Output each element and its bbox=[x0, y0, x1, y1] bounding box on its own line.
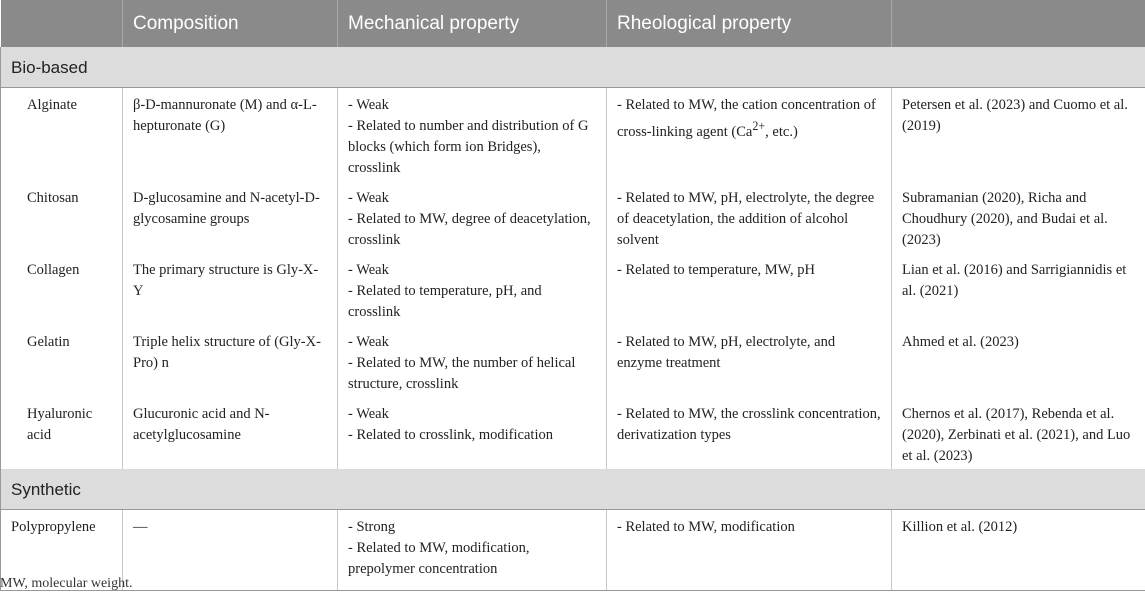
mechanical-cell bbox=[338, 397, 607, 469]
table-row bbox=[1, 397, 1145, 469]
composition-cell: The primary structure is Gly-X-Y bbox=[123, 253, 338, 325]
mechanical-line: - Weak bbox=[348, 334, 389, 350]
mechanical-line: - Related to number and distribution of G blocks (which form ion Bridges), crosslink bbox=[348, 118, 589, 176]
header-row bbox=[1, 0, 1145, 47]
mechanical-cell bbox=[338, 253, 607, 325]
reference-cell: Killion et al. (2012) bbox=[892, 510, 1145, 591]
header-reference bbox=[892, 0, 1145, 47]
superscript-charge: 2+ bbox=[752, 119, 766, 133]
mechanical-line: - Weak bbox=[348, 262, 389, 278]
table-footnote: MW, molecular weight. bbox=[0, 576, 133, 591]
header-rheological: Rheological property bbox=[607, 0, 892, 47]
rheological-cell: - Related to MW, pH, electrolyte, and enzyme treatment bbox=[607, 325, 892, 397]
reference-cell: Chernos et al. (2017), Rebenda et al. (2020), Zerbinati et al. (2021), and Luo et al. (2023) bbox=[892, 397, 1145, 469]
rheological-cell: - Related to temperature, MW, pH bbox=[607, 253, 892, 325]
mechanical-line: - Related to MW, the number of helical structure, crosslink bbox=[348, 355, 576, 392]
reference-cell: Subramanian (2020), Richa and Choudhury (2020), and Budai et al. (2023) bbox=[892, 181, 1145, 253]
material-cell: Alginate bbox=[1, 88, 123, 182]
rheological-cell: - Related to MW, modification bbox=[607, 510, 892, 591]
material-cell: Hyaluronic acid bbox=[1, 397, 123, 469]
table-row bbox=[1, 88, 1145, 182]
reference-cell: Petersen et al. (2023) and Cuomo et al. (2019) bbox=[892, 88, 1145, 182]
table-row bbox=[1, 181, 1145, 253]
header-material bbox=[1, 0, 123, 47]
mechanical-cell bbox=[338, 88, 607, 182]
section-label: Synthetic bbox=[1, 469, 1145, 510]
mechanical-cell bbox=[338, 325, 607, 397]
mechanical-line: - Related to crosslink, modification bbox=[348, 427, 553, 443]
mechanical-cell bbox=[338, 510, 607, 591]
rheological-cell bbox=[607, 88, 892, 182]
rheological-cell: - Related to MW, pH, electrolyte, the degree of deacetylation, the addition of alcohol solvent bbox=[607, 181, 892, 253]
material-cell: Gelatin bbox=[1, 325, 123, 397]
composition-cell: Triple helix structure of (Gly-X-Pro) n bbox=[123, 325, 338, 397]
composition-cell: Glucuronic acid and N-acetylglucosamine bbox=[123, 397, 338, 469]
table-row bbox=[1, 325, 1145, 397]
table-row bbox=[1, 510, 1145, 591]
section-row-synthetic bbox=[1, 469, 1145, 510]
mechanical-cell bbox=[338, 181, 607, 253]
mechanical-line: - Weak bbox=[348, 406, 389, 422]
composition-cell: — bbox=[123, 510, 338, 591]
section-label: Bio-based bbox=[1, 47, 1145, 88]
rheological-text-end: , etc.) bbox=[765, 123, 798, 140]
rheological-cell: - Related to MW, the crosslink concentration, derivatization types bbox=[607, 397, 892, 469]
material-cell: Polypropylene bbox=[1, 510, 123, 591]
material-cell: Chitosan bbox=[1, 181, 123, 253]
header-mechanical: Mechanical property bbox=[338, 0, 607, 47]
section-row-bio-based bbox=[1, 47, 1145, 88]
mechanical-line: - Weak bbox=[348, 97, 389, 113]
reference-cell: Lian et al. (2016) and Sarrigiannidis et al. (2021) bbox=[892, 253, 1145, 325]
reference-cell: Ahmed et al. (2023) bbox=[892, 325, 1145, 397]
composition-cell: D-glucosamine and N-acetyl-D-glycosamine groups bbox=[123, 181, 338, 253]
rheological-text: - Related to MW, the cation concentration of cross-linking agent (Ca bbox=[617, 97, 876, 140]
table-row bbox=[1, 253, 1145, 325]
mechanical-line: - Weak bbox=[348, 190, 389, 206]
mechanical-line: - Related to MW, degree of deacetylation, crosslink bbox=[348, 211, 591, 248]
material-cell: Collagen bbox=[1, 253, 123, 325]
header-composition: Composition bbox=[123, 0, 338, 47]
mechanical-line: - Related to temperature, pH, and crosslink bbox=[348, 283, 542, 320]
mechanical-line: - Strong bbox=[348, 519, 396, 535]
mechanical-line: - Related to MW, modification, prepolymer concentration bbox=[348, 540, 530, 577]
composition-cell: β-D-mannuronate (M) and α-L-hepturonate (G) bbox=[123, 88, 338, 182]
